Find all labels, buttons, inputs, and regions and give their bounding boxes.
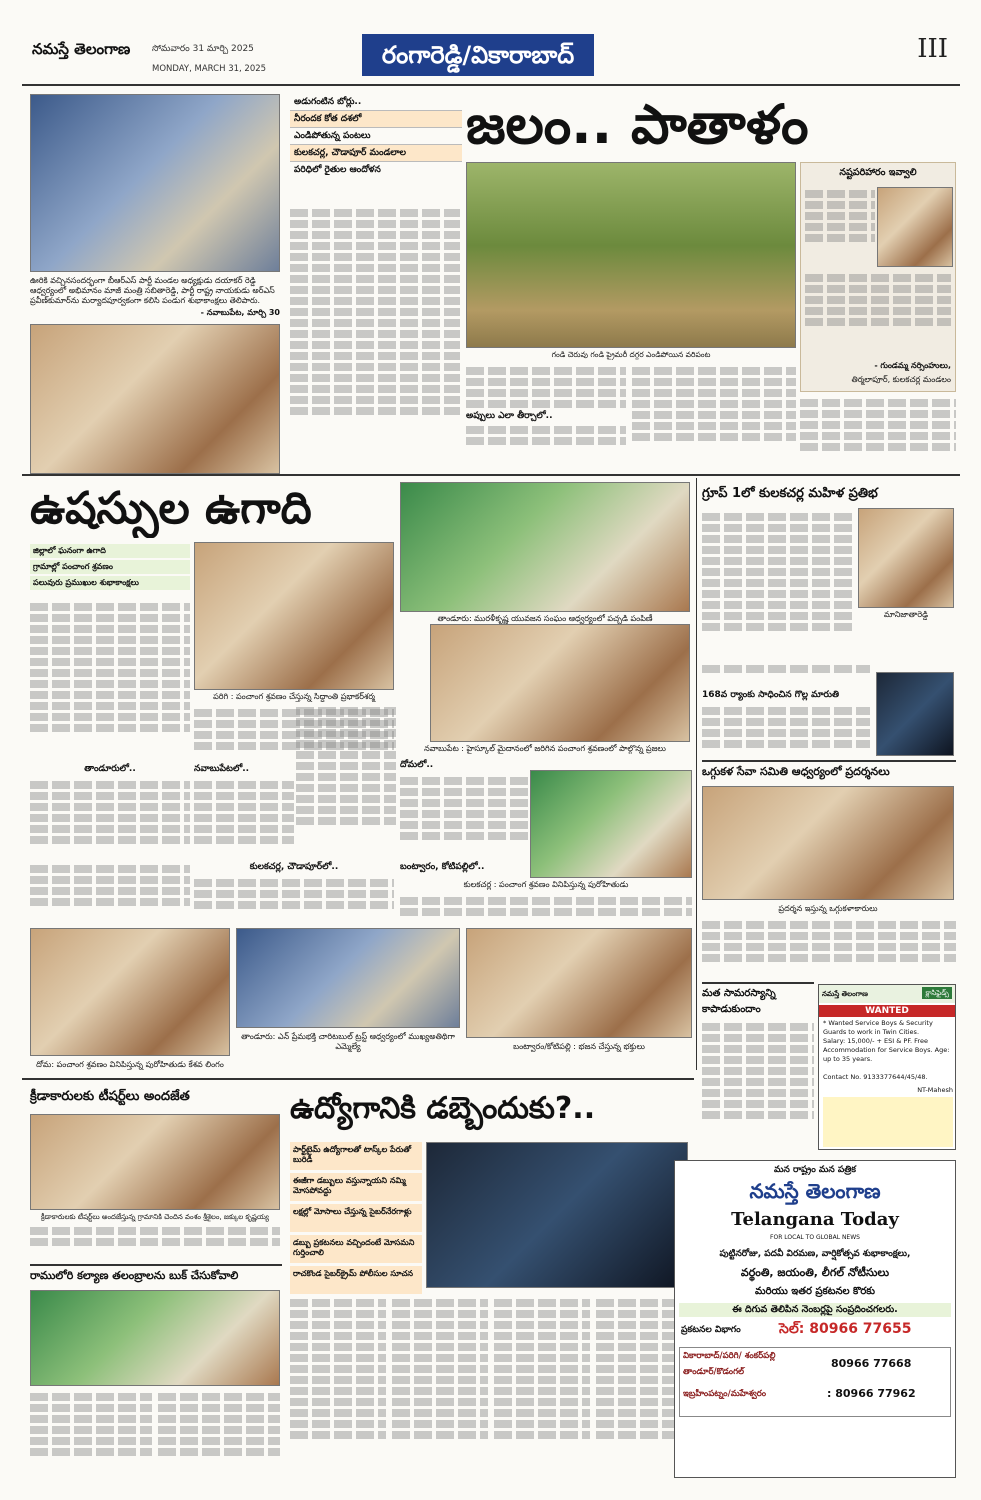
sidebar-title: నష్టపరిహారం ఇవ్వాలి: [839, 167, 917, 178]
photo-office-visit: [30, 94, 280, 272]
caption-ugadi-parigi: పరిగి : పంచాంగ శ్రవణం చేస్తున్న సిద్ధాంతి ప్రభాకర్‌శర్మ: [213, 692, 375, 701]
udyogam-bullet: డబ్బు ప్రకటనలు వచ్చిందంటే మోసమని గుర్తించాలి: [290, 1235, 422, 1263]
photo-farmer: [877, 187, 953, 267]
group1-col-3: [702, 704, 870, 758]
caption-ugadi-navab: నవాబుపేట : హైస్కూల్ మైదానంలో జరిగిన పంచాంగ శ్రవణంలో పాల్గొన్న ప్రజలు: [424, 744, 666, 753]
jalam-bullet: నీరందక కోత దశలో: [290, 111, 462, 128]
label-bantwaram: బంట్వారం, కోటిపల్లిలో..: [400, 862, 485, 872]
classified-signature: NT-Mahesh: [917, 1086, 953, 1094]
sports-headline: క్రీడాకారులకు టీషర్ట్‌లు అందజేత: [30, 1089, 190, 1104]
photo-maruthi: [876, 672, 954, 756]
photo-ugadi-navabpet: [430, 624, 690, 742]
ad-row1-label: వికారాబాద్/పరిగి/ శంకర్‌పల్లి: [683, 1351, 776, 1361]
jalam-bullet: కులకచర్ల, చౌడాపూర్ మండలాల: [290, 145, 462, 162]
classified-notice: [823, 1097, 953, 1147]
classified-brand: నమస్తే తెలంగాణ: [822, 990, 868, 998]
jalam-col-2: [466, 364, 626, 466]
ugadi-bullets: [30, 544, 190, 596]
ad-row2-label: తాండూర్/కొడంగల్: [683, 1367, 745, 1377]
caption-ugadi-tandur2: తాండూరు: ఎన్ ప్రేమభక్తి చారిటబుల్ ట్రస్ట్ ఆధ్వర్యంలో ముఖ్యఅతిథిగా ఎమ్మెల్యే: [241, 1032, 455, 1051]
jalam-col-4: [800, 396, 956, 466]
ugadi-bullet: పలువురు ప్రముఖుల శుభాకాంక్షలు: [30, 576, 190, 590]
masthead: [22, 28, 960, 86]
rama-headline: రాములోరి కల్యాణ తలంబ్రాలను బుక్ చేసుకోవాలి: [30, 1264, 282, 1286]
jalam-subhead: అప్పులు ఎలా తీర్చాలో..: [466, 411, 553, 421]
ad-cell: సెల్: 80966 77655: [779, 1321, 912, 1337]
classified-line3: Contact No. 9133377644/45/48.: [823, 1073, 928, 1081]
caption-group1-woman: మానిజాతారెడ్డి: [883, 610, 929, 619]
label-navab: నవాబుపేటలో..: [194, 764, 250, 774]
caption-ugadi-kulkacharla: కులకచర్ల : పంచాంగ శ్రవణం వినిపిస్తున్న పురోహితుడు: [463, 880, 629, 889]
ugadi-col-6: [30, 862, 190, 922]
matha-col: [702, 1020, 814, 1150]
photo-group1-woman: [858, 508, 954, 608]
sidebar-text: [805, 187, 875, 267]
group1-headline: గ్రూప్ 1లో కులకచర్ల మహిళ ప్రతిభ: [702, 486, 878, 501]
jalam-bullet: ఎండిపోతున్న పంటలు: [290, 128, 462, 145]
label-doma: దోమలో..: [400, 760, 434, 770]
ad-line3: మరియు ఇతర ప్రకటనల కొరకు: [755, 1286, 875, 1297]
jalam-headline: జలం.. పాతాళం: [466, 94, 809, 156]
jalam-sidebar: [800, 162, 956, 392]
rama-col-1: [30, 1390, 152, 1474]
ugadi-col-1: [30, 600, 190, 760]
photo-sports: [30, 1114, 280, 1210]
ugadi-bullet: గ్రామాల్లో పంచాంగ శ్రవణం: [30, 560, 190, 574]
caption-office-visit-credit: - నవాబుపేట, మార్చి 30: [200, 308, 280, 317]
group1-subhead: 168వ ర్యాంకు సాధించిన గొల్ల మారుతి: [702, 690, 839, 700]
ugadi-col-9: [400, 774, 528, 858]
photo-felicitation: [30, 324, 280, 474]
jalam-bullet: పరిధిలో రైతుల ఆందోళన: [294, 165, 381, 175]
udyogam-col-1: [290, 1296, 386, 1474]
classified-wanted: WANTED: [819, 1005, 955, 1017]
oggu-col: [702, 918, 956, 976]
udyogam-bullets: [290, 1142, 422, 1288]
caption-oggu: ప్రదర్శన ఇస్తున్న ఒగ్గుకళాకారులు: [778, 904, 878, 913]
udyogam-bullet: లక్షల్లో మోసాలు చేస్తున్న సైబర్‌నేరగాళ్లు: [290, 1204, 422, 1232]
classified-box: [818, 984, 956, 1150]
jalam-col-1: [290, 206, 460, 466]
classified-header: [819, 985, 955, 1003]
classified-line2: Salary: 15,000/- + ESI & PF. Free Accommodation for Service Boys. Age: up to 35 years.: [823, 1037, 950, 1063]
photo-dried-paddy: [466, 162, 796, 348]
photo-ugadi-tandur: [400, 482, 690, 612]
classified-tag: క్లాసిఫైడ్స్: [922, 987, 952, 999]
udyogam-bullet: ఈజీగా డబ్బులు వస్తున్నాయని నమ్మి మోసపోవద్దు: [290, 1173, 422, 1201]
ad-row3-label: ఇబ్రహీంపట్నం/మహేశ్వరం: [683, 1389, 767, 1399]
photo-cyber: [426, 1142, 688, 1288]
photo-rama: [30, 1290, 280, 1386]
ad-row3-phone: : 80966 77962: [827, 1387, 916, 1400]
caption-ugadi-bantwaram: బంట్వారం/కోటిపల్లి : భజన చేస్తున్న భక్తులు: [513, 1042, 645, 1051]
ad-box: [674, 1160, 956, 1478]
group1-col-1: [702, 510, 852, 660]
matha-headline: మత సామరస్యాన్ని కాపాడుకుందాం: [702, 982, 814, 1018]
ad-line4: ఈ దిగువ తెలిపిన నెంబర్లపై సంప్రదించగలరు.: [679, 1303, 951, 1317]
udyogam-headline: ఉద్యోగానికి డబ్బెందుకు?..: [290, 1091, 596, 1126]
sidebar-place: తిర్మలాపూర్, కులకచర్ల మండలం: [851, 375, 951, 384]
caption-dried-paddy: గండి చెరువు గండి ప్రైమరీ దగ్గర ఎండిపోయిన వరిపంట: [551, 350, 711, 359]
group1-col-2: [702, 662, 870, 688]
ad-brand-en: Telangana Today: [731, 1209, 899, 1230]
ugadi-bullet: జిల్లాలో ఘనంగా ఉగాది: [30, 544, 190, 558]
label-tandur: తాండూరులో..: [84, 764, 136, 774]
rama-col-2: [158, 1390, 280, 1474]
ad-label: ప్రకటనల విభాగం: [681, 1325, 741, 1335]
photo-ugadi-parigi: [194, 542, 394, 690]
classified-line1: * Wanted Service Boys & Security Guards to work in Twin Cities.: [823, 1019, 933, 1036]
ugadi-col-4: [194, 778, 294, 860]
sports-col: [30, 1224, 280, 1260]
jalam-bullets: [290, 94, 462, 202]
jalam-col-3: [632, 364, 796, 466]
ad-line2: వర్థంతి, జయంతి, లీగల్ నోటీసులు: [740, 1266, 890, 1279]
ugadi-col-5: [296, 704, 396, 860]
ad-tagline: మన రాష్ట్రం మన పత్రిక: [774, 1165, 856, 1175]
oggu-headline: ఒగ్గుకళ సేవా సమితి ఆధ్వర్యంలో ప్రదర్శనలు: [702, 760, 956, 782]
ugadi-headline: ఉషస్సుల ఉగాది: [30, 483, 312, 534]
photo-ugadi-tandur2: [236, 928, 460, 1028]
masthead-date-te: సోమవారం 31 మార్చి 2025: [152, 44, 254, 54]
sidebar-text-2: [805, 271, 951, 357]
caption-ugadi-tandur: తాండూరు: మురళీకృష్ణ యువజన సంఘం ఆధ్వర్యంలో పచ్చడి పంపిణీ: [437, 614, 653, 623]
caption-sports: క్రీడాకారులకు టీషర్ట్‌లు అందజేస్తున్న గ్రామానికి చెందిన వంశం శ్రీశైలం, జక్కుల కృష్ణయ్య: [40, 1213, 270, 1221]
divider-vertical: [696, 478, 697, 1070]
section-title: రంగారెడ్డి/వికారాబాద్: [362, 34, 594, 76]
jalam-bullet: అడుగంటిన బోర్లు..: [290, 94, 462, 111]
photo-ugadi-doma: [30, 928, 230, 1056]
page-number: III: [917, 34, 948, 64]
ad-brand-te: నమస్తే తెలంగాణ: [749, 1179, 881, 1203]
caption-office-visit: ఊరికి వచ్చినసందర్భంగా బీఆర్‌ఎస్ పార్టీ మండల అధ్యక్షుడు దయాకర్ రెడ్డి ఆధ్వర్యంలో అభిమానం మాజీ మంత్రి సబితారెడ్డి, పార్టీ రాష్ట్ర నాయకుడు అర్‌ఎస్ ప్రవీణ్‌కుమార్‌ను మర్యాదపూర్వకంగా కలిసి పండుగ శుభాకాంక్షలు తెలిపారు.: [30, 276, 275, 305]
sidebar-credit: - గుండమ్మ నర్సింహులు,: [874, 361, 951, 370]
udyogam-bullet: రాచకొండ సైబర్‌క్రైమ్ పోలీసుల సూచన: [290, 1266, 422, 1294]
ad-brand-en-sub: FOR LOCAL TO GLOBAL NEWS: [770, 1234, 860, 1241]
photo-ugadi-bantwaram: [466, 928, 692, 1038]
photo-oggu: [702, 786, 954, 900]
masthead-date-en: MONDAY, MARCH 31, 2025: [152, 64, 267, 74]
ugadi-col-8: [400, 630, 428, 742]
ad-line1: పుట్టినరోజు, పదవీ విరమణ, వార్షికోత్సవ శుభాకాంక్షలు,: [719, 1249, 911, 1259]
ugadi-col-10: [400, 894, 692, 924]
label-kulkacharla: కులకచర్ల, చౌడాపూర్‌లో..: [249, 862, 339, 872]
photo-ugadi-kulkacharla: [530, 770, 692, 878]
caption-ugadi-doma: దోమ: పంచాంగ శ్రవణం వినిపిస్తున్న పురోహితుడు కేశవ లింగం: [36, 1060, 224, 1069]
divider-top: [22, 474, 960, 476]
udyogam-bullet: పార్ట్‌టైమ్ ఉద్యోగాలతో టాస్క్‌ల పేరుతో బురిడీ: [290, 1142, 422, 1170]
udyogam-col-2: [392, 1296, 488, 1474]
udyogam-col-3: [494, 1296, 590, 1474]
divider-bottom: [22, 1078, 694, 1080]
ugadi-col-7: [194, 876, 394, 922]
ad-row12-phone: 80966 77668: [831, 1357, 912, 1370]
ugadi-col-3: [30, 778, 190, 860]
masthead-brand: నమస్తే తెలంగాణ: [32, 40, 131, 58]
